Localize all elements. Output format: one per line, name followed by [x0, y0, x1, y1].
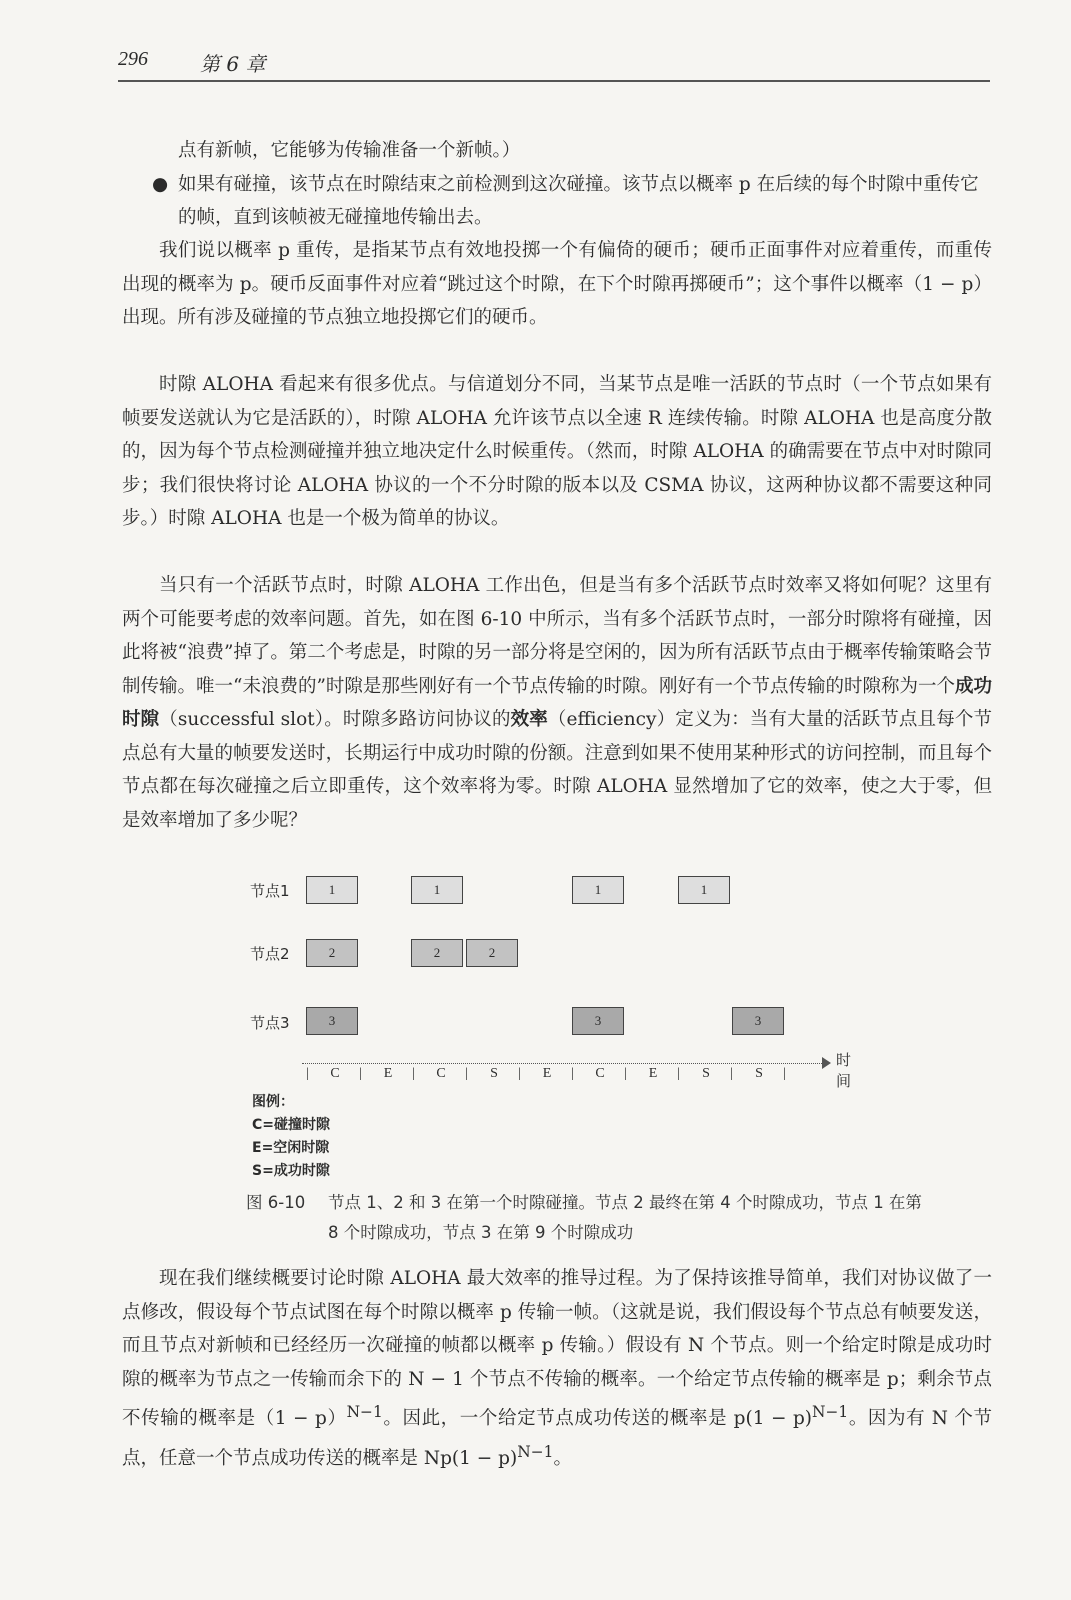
- slot-boundary: |: [465, 1066, 468, 1081]
- bullet-marker: ●: [152, 173, 169, 195]
- legend-entry: C=碰撞时隙: [252, 1117, 331, 1133]
- text-run: 。: [553, 1447, 572, 1469]
- slot-boundary: |: [571, 1066, 574, 1081]
- node-label-3: 节点3: [250, 1014, 290, 1032]
- frame-node1-slot8: 1: [678, 876, 730, 904]
- slot-boundary: |: [624, 1066, 627, 1081]
- text-run: 。因此，一个给定节点成功传送的概率是 p(1 − p): [382, 1408, 813, 1430]
- time-axis: [302, 1063, 824, 1064]
- frame-node3-slot6: 3: [572, 1007, 624, 1035]
- text-run: 。因为有 N 个节点，任意一个节点成功传送的概率是 Np(1 − p): [122, 1408, 992, 1469]
- paragraph-text: [122, 1262, 992, 1475]
- node-label-1: 节点1: [250, 882, 290, 900]
- frame-node1-slot1: 1: [306, 876, 358, 904]
- figure-legend: [252, 1091, 330, 1183]
- slot-type-6: C: [595, 1066, 605, 1081]
- bullet-text: 如果有碰撞，该节点在时隙结束之前检测到这次碰撞。该节点以概率 p 在后续的每个时隙中重传它的帧，直到该帧被无碰撞地传输出去。: [178, 173, 979, 228]
- paragraph-text: 时隙 ALOHA 看起来有很多优点。与信道划分不同，当某节点是唯一活跃的节点时（一个节点如果有帧要发送就认为它是活跃的），时隙 ALOHA 允许该节点以全速 R 连续传输。时隙 ALOHA 也是高度分散的，因为每个节点检测碰撞并独立地决定什么时候重传。（然而，时隙 ALOHA 的确需要在节点中对时隙同步；我们很快将讨论 ALOHA 协议的一个不分时隙的版本以及 CSMA 协议，这两种协议都不需要这种同步。）时隙 ALOHA 也是一个极为简单的协议。: [122, 374, 992, 529]
- slot-type-1: C: [330, 1066, 340, 1081]
- term-efficiency: 效率: [510, 709, 548, 730]
- exponent: N−1: [346, 1403, 383, 1421]
- page-header: [118, 48, 990, 82]
- frame-node2-slot4: 2: [466, 939, 518, 967]
- frame-node1-slot6: 1: [572, 876, 624, 904]
- paragraph-4: [122, 1262, 992, 1475]
- slot-type-5: E: [542, 1066, 552, 1081]
- slot-type-8: S: [702, 1066, 710, 1081]
- slot-type-3: C: [436, 1066, 446, 1081]
- frame-node1-slot3: 1: [411, 876, 463, 904]
- slot-boundary: |: [783, 1066, 786, 1081]
- text-run: 现在我们继续概要讨论时隙 ALOHA 最大效率的推导过程。为了保持该推导简单，我们对协议做了一点修改，假设每个节点试图在每个时隙以概率 p 传输一帧。（这就是说，我们假设每个节点总有帧要发送，而且节点对新帧和已经经历一次碰撞的帧都以概率 p 传输。）假设有 N 个节点。则一个给定时隙是成功时隙的概率为节点之一传输而余下的 N − 1 个节点不传输的概率。一个给定节点传输的概率是 p；剩余节点不传输的概率是（1 − p）: [122, 1268, 992, 1430]
- time-axis-arrow: [822, 1057, 831, 1069]
- legend-entry: S=成功时隙: [252, 1163, 330, 1179]
- header-rule: [118, 80, 990, 82]
- slot-boundary: |: [412, 1066, 415, 1081]
- caption-text: 节点 1、2 和 3 在第一个时隙碰撞。节点 2 最终在第 4 个时隙成功，节点 1 在第 8 个时隙成功，节点 3 在第 9 个时隙成功: [328, 1193, 922, 1242]
- slot-type-9: S: [755, 1066, 763, 1081]
- slot-type-4: S: [490, 1066, 498, 1081]
- time-axis-label: 时间: [836, 1051, 852, 1090]
- slot-boundary: |: [730, 1066, 733, 1081]
- text-run: （efficiency）定义为：当有大量的活跃节点且每个节点总有大量的帧要发送时，长期运行中成功时隙的份额。注意到如果不使用某种形式的访问控制，而且每个节点都在每次碰撞之后立即重传，这个效率将为零。时隙 ALOHA 显然增加了它的效率，使之大于零，但是效率增加了多少呢？: [122, 709, 992, 831]
- text-run: 当只有一个活跃节点时，时隙 ALOHA 工作出色，但是当有多个活跃节点时效率又将如何呢？这里有两个可能要考虑的效率问题。首先，如在图 6-10 中所示，当有多个活跃节点时，一部分时隙将有碰撞，因此将被“浪费”掉了。第二个考虑是，时隙的另一部分将是空闲的，因为所有活跃节点由于概率传输策略会节制传输。唯一“未浪费的”时隙是那些刚好有一个节点传输的时隙。刚好有一个节点传输的时隙称为一个: [122, 575, 992, 697]
- slot-type-7: E: [648, 1066, 658, 1081]
- bullet-item: [150, 168, 992, 235]
- paragraph-2: [122, 368, 992, 536]
- legend-entry: E=空闲时隙: [252, 1140, 330, 1156]
- paragraph-text: 我们说以概率 p 重传，是指某节点有效地投掷一个有偏倚的硬币；硬币正面事件对应着重传，而重传出现的概率为 p。硬币反面事件对应着“跳过这个时隙，在下个时隙再掷硬币”；这个事件以概率（1 − p）出现。所有涉及碰撞的节点独立地投掷它们的硬币。: [122, 240, 992, 328]
- paragraph-1: [122, 234, 992, 335]
- legend-title: 图例：: [252, 1094, 294, 1110]
- node-label-2: 节点2: [250, 945, 290, 963]
- bullet-list: [150, 134, 992, 235]
- paragraph-3: [122, 569, 992, 837]
- slot-boundary: |: [677, 1066, 680, 1081]
- text-run: （successful slot）。时隙多路访问协议的: [159, 709, 511, 730]
- frame-node3-slot9: 3: [732, 1007, 784, 1035]
- slot-type-2: E: [383, 1066, 393, 1081]
- figure-6-10: [250, 866, 852, 1179]
- frame-node2-slot1: 2: [306, 939, 358, 967]
- slot-boundary: |: [306, 1066, 309, 1081]
- page-number: 296: [118, 48, 148, 70]
- term-successful-slot: 成功时隙: [122, 675, 992, 730]
- paragraph-text: [122, 569, 992, 837]
- exponent: N−1: [812, 1403, 849, 1421]
- chapter-title: 第 6 章: [200, 52, 266, 76]
- slot-boundary: |: [518, 1066, 521, 1081]
- frame-node2-slot3: 2: [411, 939, 463, 967]
- slot-boundary: |: [359, 1066, 362, 1081]
- caption-number: 图 6-10: [246, 1193, 306, 1212]
- exponent: N−1: [517, 1442, 554, 1461]
- frame-node3-slot1: 3: [306, 1007, 358, 1035]
- bullet-continued: 点有新帧，它能够为传输准备一个新帧。）: [178, 140, 521, 161]
